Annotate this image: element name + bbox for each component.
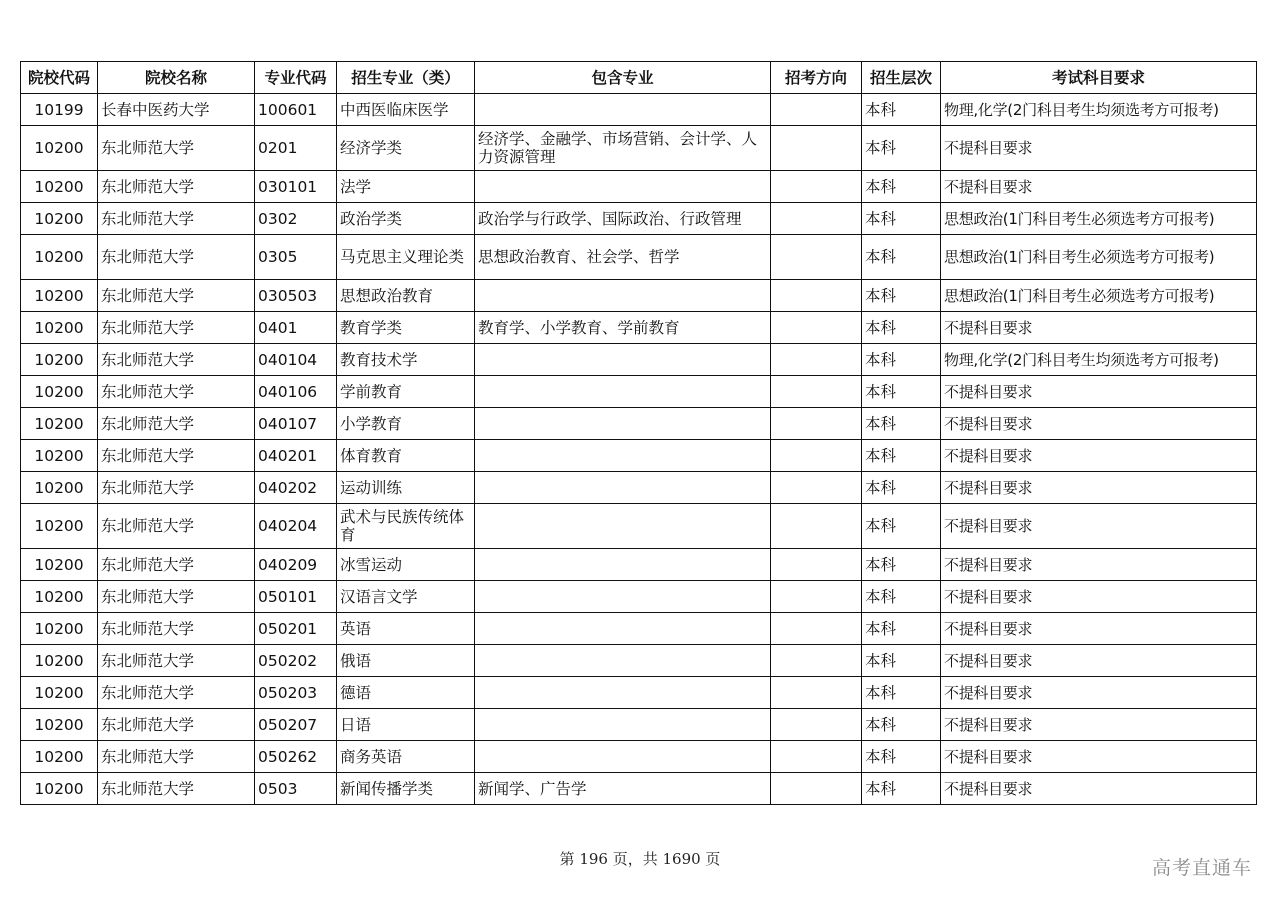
cell-direction [771, 126, 862, 171]
header-school-name: 院校名称 [98, 62, 255, 94]
cell-direction [771, 440, 862, 472]
cell-major: 商务英语 [337, 741, 475, 773]
cell-school-code: 10200 [21, 280, 98, 312]
cell-school-code: 10200 [21, 504, 98, 549]
cell-major-code: 050203 [255, 677, 337, 709]
cell-major: 思想政治教育 [337, 280, 475, 312]
cell-school-name: 东北师范大学 [98, 504, 255, 549]
header-included-majors: 包含专业 [475, 62, 771, 94]
cell-level: 本科 [862, 126, 941, 171]
cell-included-majors [475, 171, 771, 203]
cell-major: 武术与民族传统体育 [337, 504, 475, 549]
cell-major: 学前教育 [337, 376, 475, 408]
table-row [21, 773, 1257, 805]
cell-direction [771, 344, 862, 376]
cell-included-majors [475, 504, 771, 549]
cell-level: 本科 [862, 440, 941, 472]
cell-major-code: 050262 [255, 741, 337, 773]
cell-major-code: 040104 [255, 344, 337, 376]
header-school-code: 院校代码 [21, 62, 98, 94]
cell-direction [771, 235, 862, 280]
cell-major: 俄语 [337, 645, 475, 677]
cell-subject-requirement: 思想政治(1门科目考生必须选考方可报考) [941, 280, 1257, 312]
cell-subject-requirement: 不提科目要求 [941, 472, 1257, 504]
cell-major: 德语 [337, 677, 475, 709]
cell-direction [771, 613, 862, 645]
cell-level: 本科 [862, 94, 941, 126]
cell-major: 运动训练 [337, 472, 475, 504]
cell-included-majors [475, 94, 771, 126]
cell-school-code: 10200 [21, 376, 98, 408]
cell-included-majors: 新闻学、广告学 [475, 773, 771, 805]
cell-subject-requirement: 不提科目要求 [941, 581, 1257, 613]
cell-school-code: 10200 [21, 171, 98, 203]
cell-subject-requirement: 不提科目要求 [941, 312, 1257, 344]
cell-major-code: 040201 [255, 440, 337, 472]
cell-level: 本科 [862, 344, 941, 376]
cell-school-name: 东北师范大学 [98, 645, 255, 677]
cell-included-majors [475, 440, 771, 472]
table-row [21, 344, 1257, 376]
cell-major-code: 0302 [255, 203, 337, 235]
cell-major-code: 0305 [255, 235, 337, 280]
table-row [21, 504, 1257, 549]
cell-level: 本科 [862, 773, 941, 805]
cell-included-majors: 教育学、小学教育、学前教育 [475, 312, 771, 344]
cell-direction [771, 312, 862, 344]
cell-major-code: 040202 [255, 472, 337, 504]
table-header-row [21, 62, 1257, 94]
cell-major-code: 030101 [255, 171, 337, 203]
cell-school-code: 10200 [21, 472, 98, 504]
cell-included-majors [475, 645, 771, 677]
cell-subject-requirement: 不提科目要求 [941, 613, 1257, 645]
cell-school-code: 10200 [21, 741, 98, 773]
cell-direction [771, 203, 862, 235]
cell-major: 日语 [337, 709, 475, 741]
cell-direction [771, 171, 862, 203]
enrollment-table [20, 61, 1257, 805]
cell-major-code: 040106 [255, 376, 337, 408]
table-row [21, 613, 1257, 645]
table-row [21, 677, 1257, 709]
cell-school-code: 10200 [21, 440, 98, 472]
table-row [21, 376, 1257, 408]
cell-school-code: 10200 [21, 312, 98, 344]
cell-school-name: 东北师范大学 [98, 709, 255, 741]
cell-subject-requirement: 不提科目要求 [941, 677, 1257, 709]
cell-school-code: 10200 [21, 408, 98, 440]
cell-level: 本科 [862, 408, 941, 440]
cell-direction [771, 741, 862, 773]
cell-subject-requirement: 物理,化学(2门科目考生均须选考方可报考) [941, 344, 1257, 376]
cell-major: 体育教育 [337, 440, 475, 472]
cell-school-name: 东北师范大学 [98, 235, 255, 280]
cell-major-code: 040209 [255, 549, 337, 581]
cell-subject-requirement: 不提科目要求 [941, 549, 1257, 581]
cell-major: 小学教育 [337, 408, 475, 440]
cell-direction [771, 773, 862, 805]
cell-subject-requirement: 思想政治(1门科目考生必须选考方可报考) [941, 235, 1257, 280]
cell-major-code: 040107 [255, 408, 337, 440]
table-row [21, 235, 1257, 280]
cell-major-code: 030503 [255, 280, 337, 312]
cell-included-majors [475, 581, 771, 613]
table-row [21, 312, 1257, 344]
cell-major: 中西医临床医学 [337, 94, 475, 126]
cell-school-code: 10200 [21, 581, 98, 613]
table-row [21, 581, 1257, 613]
cell-major-code: 0401 [255, 312, 337, 344]
cell-school-code: 10200 [21, 235, 98, 280]
header-level: 招生层次 [862, 62, 941, 94]
cell-school-name: 东北师范大学 [98, 677, 255, 709]
cell-subject-requirement: 不提科目要求 [941, 171, 1257, 203]
header-major: 招生专业（类） [337, 62, 475, 94]
header-direction: 招考方向 [771, 62, 862, 94]
cell-major: 英语 [337, 613, 475, 645]
table-row [21, 709, 1257, 741]
cell-school-name: 长春中医药大学 [98, 94, 255, 126]
cell-major: 法学 [337, 171, 475, 203]
cell-level: 本科 [862, 504, 941, 549]
cell-direction [771, 677, 862, 709]
cell-school-code: 10200 [21, 126, 98, 171]
cell-school-code: 10200 [21, 709, 98, 741]
cell-level: 本科 [862, 203, 941, 235]
cell-school-code: 10200 [21, 549, 98, 581]
table-row [21, 440, 1257, 472]
cell-direction [771, 709, 862, 741]
cell-included-majors [475, 709, 771, 741]
cell-level: 本科 [862, 613, 941, 645]
cell-major: 马克思主义理论类 [337, 235, 475, 280]
cell-included-majors [475, 613, 771, 645]
cell-subject-requirement: 不提科目要求 [941, 408, 1257, 440]
cell-subject-requirement: 不提科目要求 [941, 440, 1257, 472]
cell-major: 冰雪运动 [337, 549, 475, 581]
cell-major-code: 0201 [255, 126, 337, 171]
page-number: 第 196 页，共 1690 页 [559, 850, 721, 868]
cell-school-name: 东北师范大学 [98, 408, 255, 440]
watermark-logo-text: 高考直通车 [1151, 857, 1252, 879]
cell-major: 教育技术学 [337, 344, 475, 376]
cell-major: 新闻传播学类 [337, 773, 475, 805]
cell-direction [771, 376, 862, 408]
cell-school-name: 东北师范大学 [98, 280, 255, 312]
cell-level: 本科 [862, 312, 941, 344]
cell-major-code: 050101 [255, 581, 337, 613]
table-row [21, 126, 1257, 171]
cell-included-majors [475, 344, 771, 376]
cell-school-code: 10200 [21, 645, 98, 677]
cell-school-code: 10200 [21, 344, 98, 376]
cell-major: 政治学类 [337, 203, 475, 235]
table-row [21, 645, 1257, 677]
cell-school-name: 东北师范大学 [98, 344, 255, 376]
cell-level: 本科 [862, 472, 941, 504]
cell-school-name: 东北师范大学 [98, 549, 255, 581]
table-row [21, 203, 1257, 235]
cell-subject-requirement: 不提科目要求 [941, 709, 1257, 741]
cell-major-code: 0503 [255, 773, 337, 805]
cell-subject-requirement: 物理,化学(2门科目考生均须选考方可报考) [941, 94, 1257, 126]
cell-school-name: 东北师范大学 [98, 126, 255, 171]
cell-subject-requirement: 不提科目要求 [941, 773, 1257, 805]
cell-major-code: 050207 [255, 709, 337, 741]
header-subject-requirement: 考试科目要求 [941, 62, 1257, 94]
cell-included-majors: 政治学与行政学、国际政治、行政管理 [475, 203, 771, 235]
table-row [21, 741, 1257, 773]
cell-major-code: 050201 [255, 613, 337, 645]
cell-included-majors [475, 677, 771, 709]
cell-included-majors: 思想政治教育、社会学、哲学 [475, 235, 771, 280]
cell-major: 经济学类 [337, 126, 475, 171]
cell-included-majors [475, 472, 771, 504]
cell-level: 本科 [862, 677, 941, 709]
cell-level: 本科 [862, 171, 941, 203]
header-major-code: 专业代码 [255, 62, 337, 94]
cell-included-majors [475, 408, 771, 440]
table-row [21, 549, 1257, 581]
cell-included-majors [475, 549, 771, 581]
cell-major-code: 050202 [255, 645, 337, 677]
cell-school-name: 东北师范大学 [98, 312, 255, 344]
cell-school-name: 东北师范大学 [98, 171, 255, 203]
cell-direction [771, 472, 862, 504]
cell-direction [771, 645, 862, 677]
cell-included-majors [475, 376, 771, 408]
cell-level: 本科 [862, 376, 941, 408]
cell-school-name: 东北师范大学 [98, 376, 255, 408]
cell-included-majors: 经济学、金融学、市场营销、会计学、人力资源管理 [475, 126, 771, 171]
cell-school-name: 东北师范大学 [98, 203, 255, 235]
cell-school-code: 10200 [21, 613, 98, 645]
cell-direction [771, 94, 862, 126]
table-row [21, 171, 1257, 203]
table-row [21, 472, 1257, 504]
cell-level: 本科 [862, 709, 941, 741]
cell-level: 本科 [862, 549, 941, 581]
cell-major-code: 040204 [255, 504, 337, 549]
cell-school-name: 东北师范大学 [98, 613, 255, 645]
cell-major: 教育学类 [337, 312, 475, 344]
cell-subject-requirement: 思想政治(1门科目考生必须选考方可报考) [941, 203, 1257, 235]
cell-level: 本科 [862, 741, 941, 773]
cell-school-name: 东北师范大学 [98, 741, 255, 773]
cell-level: 本科 [862, 581, 941, 613]
cell-level: 本科 [862, 280, 941, 312]
cell-level: 本科 [862, 235, 941, 280]
cell-school-code: 10199 [21, 94, 98, 126]
cell-level: 本科 [862, 645, 941, 677]
cell-direction [771, 408, 862, 440]
cell-school-name: 东北师范大学 [98, 440, 255, 472]
cell-direction [771, 280, 862, 312]
cell-included-majors [475, 280, 771, 312]
cell-subject-requirement: 不提科目要求 [941, 376, 1257, 408]
cell-subject-requirement: 不提科目要求 [941, 645, 1257, 677]
cell-subject-requirement: 不提科目要求 [941, 504, 1257, 549]
cell-major-code: 100601 [255, 94, 337, 126]
cell-included-majors [475, 741, 771, 773]
cell-school-name: 东北师范大学 [98, 472, 255, 504]
cell-direction [771, 549, 862, 581]
cell-subject-requirement: 不提科目要求 [941, 126, 1257, 171]
cell-major: 汉语言文学 [337, 581, 475, 613]
cell-subject-requirement: 不提科目要求 [941, 741, 1257, 773]
table-row [21, 280, 1257, 312]
cell-direction [771, 581, 862, 613]
cell-school-name: 东北师范大学 [98, 773, 255, 805]
cell-school-name: 东北师范大学 [98, 581, 255, 613]
cell-school-code: 10200 [21, 203, 98, 235]
table-row [21, 94, 1257, 126]
table-row [21, 408, 1257, 440]
cell-direction [771, 504, 862, 549]
cell-school-code: 10200 [21, 677, 98, 709]
cell-school-code: 10200 [21, 773, 98, 805]
